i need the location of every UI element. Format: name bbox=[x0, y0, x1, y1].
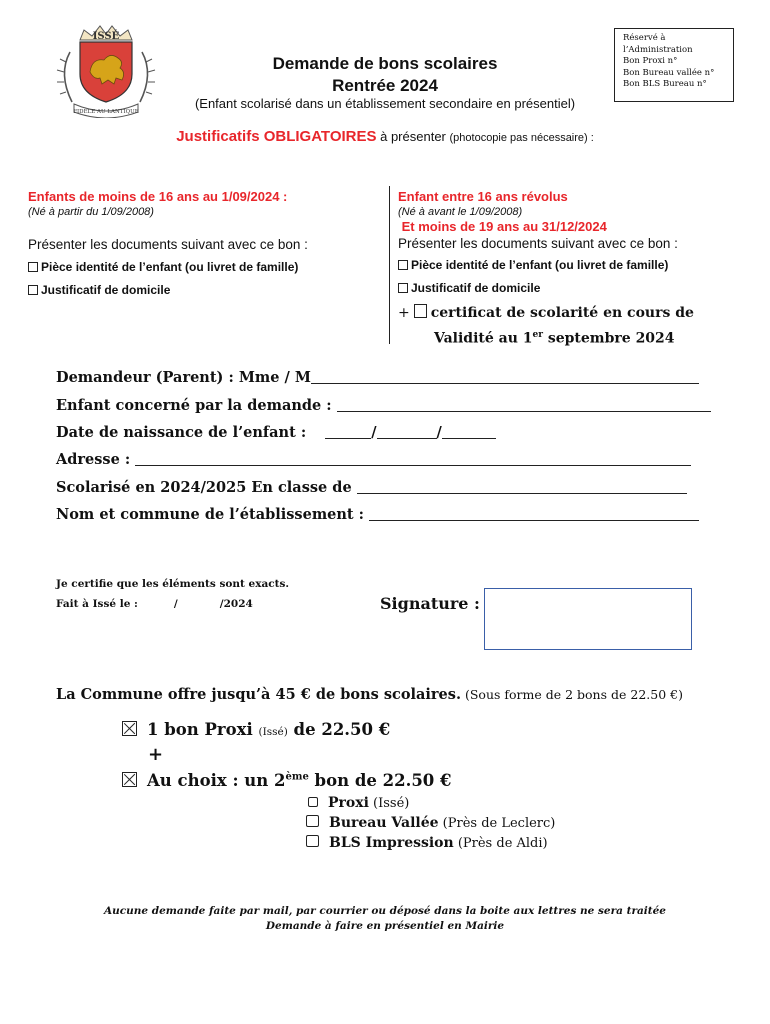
option-bls-impression[interactable] bbox=[306, 835, 548, 851]
school-label: Nom et commune de l’établissement : bbox=[56, 506, 370, 523]
signature-label: Signature : bbox=[380, 594, 480, 613]
checkbox[interactable] bbox=[414, 304, 427, 318]
birthdate-field[interactable] bbox=[56, 424, 496, 441]
birthdate-day[interactable] bbox=[325, 424, 371, 439]
school-certificate-item bbox=[398, 302, 694, 350]
bon-2-label: Au choix : un 2 bbox=[147, 771, 286, 790]
right-col-heading-2: Et moins de 19 ans au 31/12/2024 bbox=[398, 219, 607, 234]
date-slash: / bbox=[436, 424, 442, 441]
required-documents-line bbox=[0, 128, 770, 145]
address-label: Adresse : bbox=[56, 451, 136, 468]
place-date-line bbox=[56, 598, 253, 610]
checkbox[interactable] bbox=[306, 815, 319, 827]
admin-line: l’Administration bbox=[623, 44, 693, 55]
footer-instruction: Demande à faire en présentiel en Mairie bbox=[265, 920, 505, 932]
parent-input-line[interactable] bbox=[311, 369, 699, 384]
bon-2-sup: ème bbox=[285, 771, 309, 783]
checkbox[interactable] bbox=[28, 285, 38, 295]
page-subtitle: (Enfant scolarisé dans un établissement secondaire en présentiel) bbox=[194, 96, 576, 111]
certificate-line-2b: septembre 2024 bbox=[542, 330, 675, 347]
option-proxi[interactable] bbox=[306, 795, 409, 811]
checkbox[interactable] bbox=[398, 283, 408, 293]
offer-detail: (Sous forme de 2 bons de 22.50 €) bbox=[461, 687, 683, 702]
admin-line: Bon Bureau vallée n° bbox=[623, 67, 715, 78]
birthdate-year[interactable] bbox=[442, 424, 496, 439]
checked-box-icon[interactable] bbox=[122, 772, 137, 787]
right-check-id[interactable] bbox=[398, 258, 668, 272]
column-divider bbox=[389, 186, 390, 344]
crest-motto: FIDÈLE AU LANTIQUE bbox=[73, 109, 139, 115]
page-subtitle-year: Rentrée 2024 bbox=[332, 76, 438, 95]
school-field[interactable] bbox=[56, 506, 699, 523]
child-label: Enfant concerné par la demande : bbox=[56, 397, 337, 414]
certificate-line-1: certificat de scolarité en cours de bbox=[430, 305, 694, 321]
date-slash: / bbox=[173, 598, 178, 610]
address-field[interactable] bbox=[56, 451, 691, 468]
birthdate-month[interactable] bbox=[377, 424, 437, 439]
date-slash: / bbox=[371, 424, 377, 441]
child-input-line[interactable] bbox=[337, 397, 711, 412]
check-label: Pièce identité de l’enfant (ou livret de famille) bbox=[41, 260, 299, 274]
child-field[interactable] bbox=[56, 397, 711, 414]
checkbox[interactable] bbox=[306, 835, 319, 847]
admin-line: Bon Proxi n° bbox=[623, 56, 678, 66]
option-name: Bureau Vallée bbox=[329, 815, 439, 831]
required-label: Justificatifs OBLIGATOIRES bbox=[176, 128, 377, 145]
bon-2-line bbox=[122, 771, 452, 790]
required-note: (photocopie pas nécessaire) : bbox=[449, 132, 594, 144]
certificate-sup: er bbox=[532, 330, 543, 340]
checkbox[interactable] bbox=[28, 262, 38, 272]
admin-reserved-box bbox=[614, 28, 734, 102]
class-input-line[interactable] bbox=[357, 479, 687, 494]
plus-sign: + bbox=[148, 744, 164, 765]
footer-warning: Aucune demande faite par mail, par courrier ou déposé dans la boite aux lettres ne sera traitée bbox=[103, 905, 666, 917]
option-name: Proxi bbox=[328, 795, 369, 811]
option-name: BLS Impression bbox=[329, 835, 454, 851]
admin-line: Réservé à bbox=[623, 33, 666, 43]
bon-1-line bbox=[122, 720, 390, 739]
coat-of-arms bbox=[54, 22, 158, 118]
offer-main: La Commune offre jusqu’à 45 € de bons scolaires. bbox=[56, 686, 461, 703]
left-col-note: (Né à partir du 1/09/2008) bbox=[28, 206, 154, 218]
left-col-intro: Présenter les documents suivant avec ce bon : bbox=[28, 237, 308, 252]
bon-1-place: (Issé) bbox=[258, 726, 288, 738]
option-detail: (Issé) bbox=[368, 796, 410, 811]
check-label: Justificatif de domicile bbox=[411, 281, 541, 295]
option-detail: (Près de Aldi) bbox=[453, 836, 548, 851]
left-check-domicile[interactable] bbox=[28, 283, 170, 297]
birthdate-label: Date de naissance de l’enfant : bbox=[56, 424, 307, 441]
right-col-heading: Enfant entre 16 ans révolus bbox=[398, 189, 568, 204]
offer-line bbox=[56, 686, 683, 703]
certification-statement: Je certifie que les éléments sont exacts. bbox=[56, 578, 290, 590]
left-col-heading: Enfants de moins de 16 ans au 1/09/2024 : bbox=[28, 189, 288, 204]
check-label: Justificatif de domicile bbox=[41, 283, 171, 297]
bon-1-label: 1 bon Proxi bbox=[147, 720, 259, 739]
admin-line: Bon BLS Bureau n° bbox=[623, 79, 707, 89]
crest-name: ISSÉ bbox=[92, 31, 120, 42]
address-input-line[interactable] bbox=[135, 451, 691, 466]
plus-sign: + bbox=[398, 305, 410, 321]
signature-box[interactable] bbox=[484, 588, 692, 650]
checkbox[interactable] bbox=[398, 260, 408, 270]
class-field[interactable] bbox=[56, 479, 687, 496]
date-year: /2024 bbox=[219, 598, 253, 610]
left-check-id[interactable] bbox=[28, 260, 298, 274]
bon-2-amount: bon de 22.50 € bbox=[308, 771, 452, 790]
page-title: Demande de bons scolaires bbox=[272, 54, 498, 73]
parent-field[interactable] bbox=[56, 369, 699, 386]
check-label: Pièce identité de l’enfant (ou livret de famille) bbox=[411, 258, 669, 272]
right-check-domicile[interactable] bbox=[398, 281, 540, 295]
parent-label: Demandeur (Parent) : Mme / M bbox=[56, 369, 311, 386]
certificate-line-2a: Validité au 1 bbox=[434, 330, 533, 347]
school-input-line[interactable] bbox=[369, 506, 699, 521]
checked-box-icon[interactable] bbox=[122, 721, 137, 736]
class-label: Scolarisé en 2024/2025 En classe de bbox=[56, 479, 357, 496]
right-col-note: (Né à avant le 1/09/2008) bbox=[398, 206, 523, 218]
right-col-intro: Présenter les documents suivant avec ce bon : bbox=[398, 236, 678, 251]
checkbox[interactable] bbox=[308, 797, 318, 807]
option-bureau-vallee[interactable] bbox=[306, 815, 555, 831]
bon-1-amount: de 22.50 € bbox=[287, 720, 391, 739]
place-label: Fait à Issé le : bbox=[56, 598, 138, 610]
option-detail: (Près de Leclerc) bbox=[438, 816, 556, 831]
required-text: à présenter bbox=[376, 129, 450, 144]
